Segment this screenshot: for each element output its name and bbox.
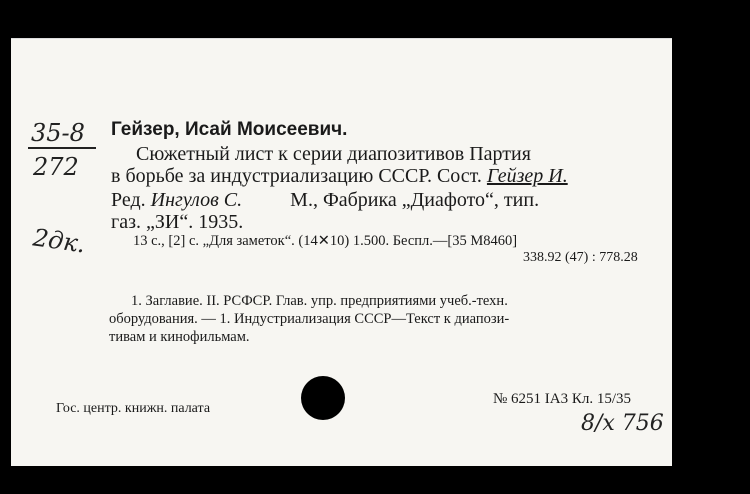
- subjects-line-1: 1. Заглавие. II. РСФСР. Глав. упр. предприятиями учеб.-техн.: [131, 293, 508, 309]
- physical-description: 13 с., [2] с. „Для заметок“. (14✕10) 1.500. Беспл.—[35 М8460]: [133, 233, 518, 249]
- handwritten-shelf-number: 272: [33, 153, 79, 181]
- card-number: № 6251 IА3 Кл. 15/35: [493, 391, 632, 407]
- author-heading: Гейзер, Исай Моисеевич.: [111, 119, 348, 140]
- title-line-4: газ. „ЗИ“. 1935.: [111, 211, 244, 233]
- call-number-divider: [28, 147, 96, 149]
- handwritten-scribble: 2дк.: [31, 223, 88, 259]
- title-line-2: [111, 165, 568, 188]
- editor-name: Ингулов С.: [150, 189, 243, 211]
- publisher-imprint: Гос. центр. книжн. палата: [56, 401, 211, 416]
- punch-hole: [301, 376, 345, 420]
- publisher-place: М., Фабрика „Диафото“, тип.: [290, 189, 540, 211]
- editor-label: Ред.: [111, 189, 151, 211]
- title-line-1: Сюжетный лист к серии диапозитивов Партия: [136, 143, 531, 165]
- handwritten-call-number: 35-8: [31, 119, 85, 147]
- title-line-2-text: в борьбе за индустриализацию СССР. Сост.: [111, 165, 487, 187]
- compiler-name: Гейзер И.: [486, 165, 568, 187]
- subjects-line-2: оборудования. — 1. Индустриализация СССР—Текст к диапози-: [109, 311, 510, 327]
- subjects-line-3: тивам и кинофильмам.: [109, 329, 250, 345]
- title-line-3: [111, 189, 539, 212]
- classification-code: 338.92 (47) : 778.28: [523, 250, 638, 265]
- handwritten-bottom-mark: 8/х 756: [581, 411, 664, 436]
